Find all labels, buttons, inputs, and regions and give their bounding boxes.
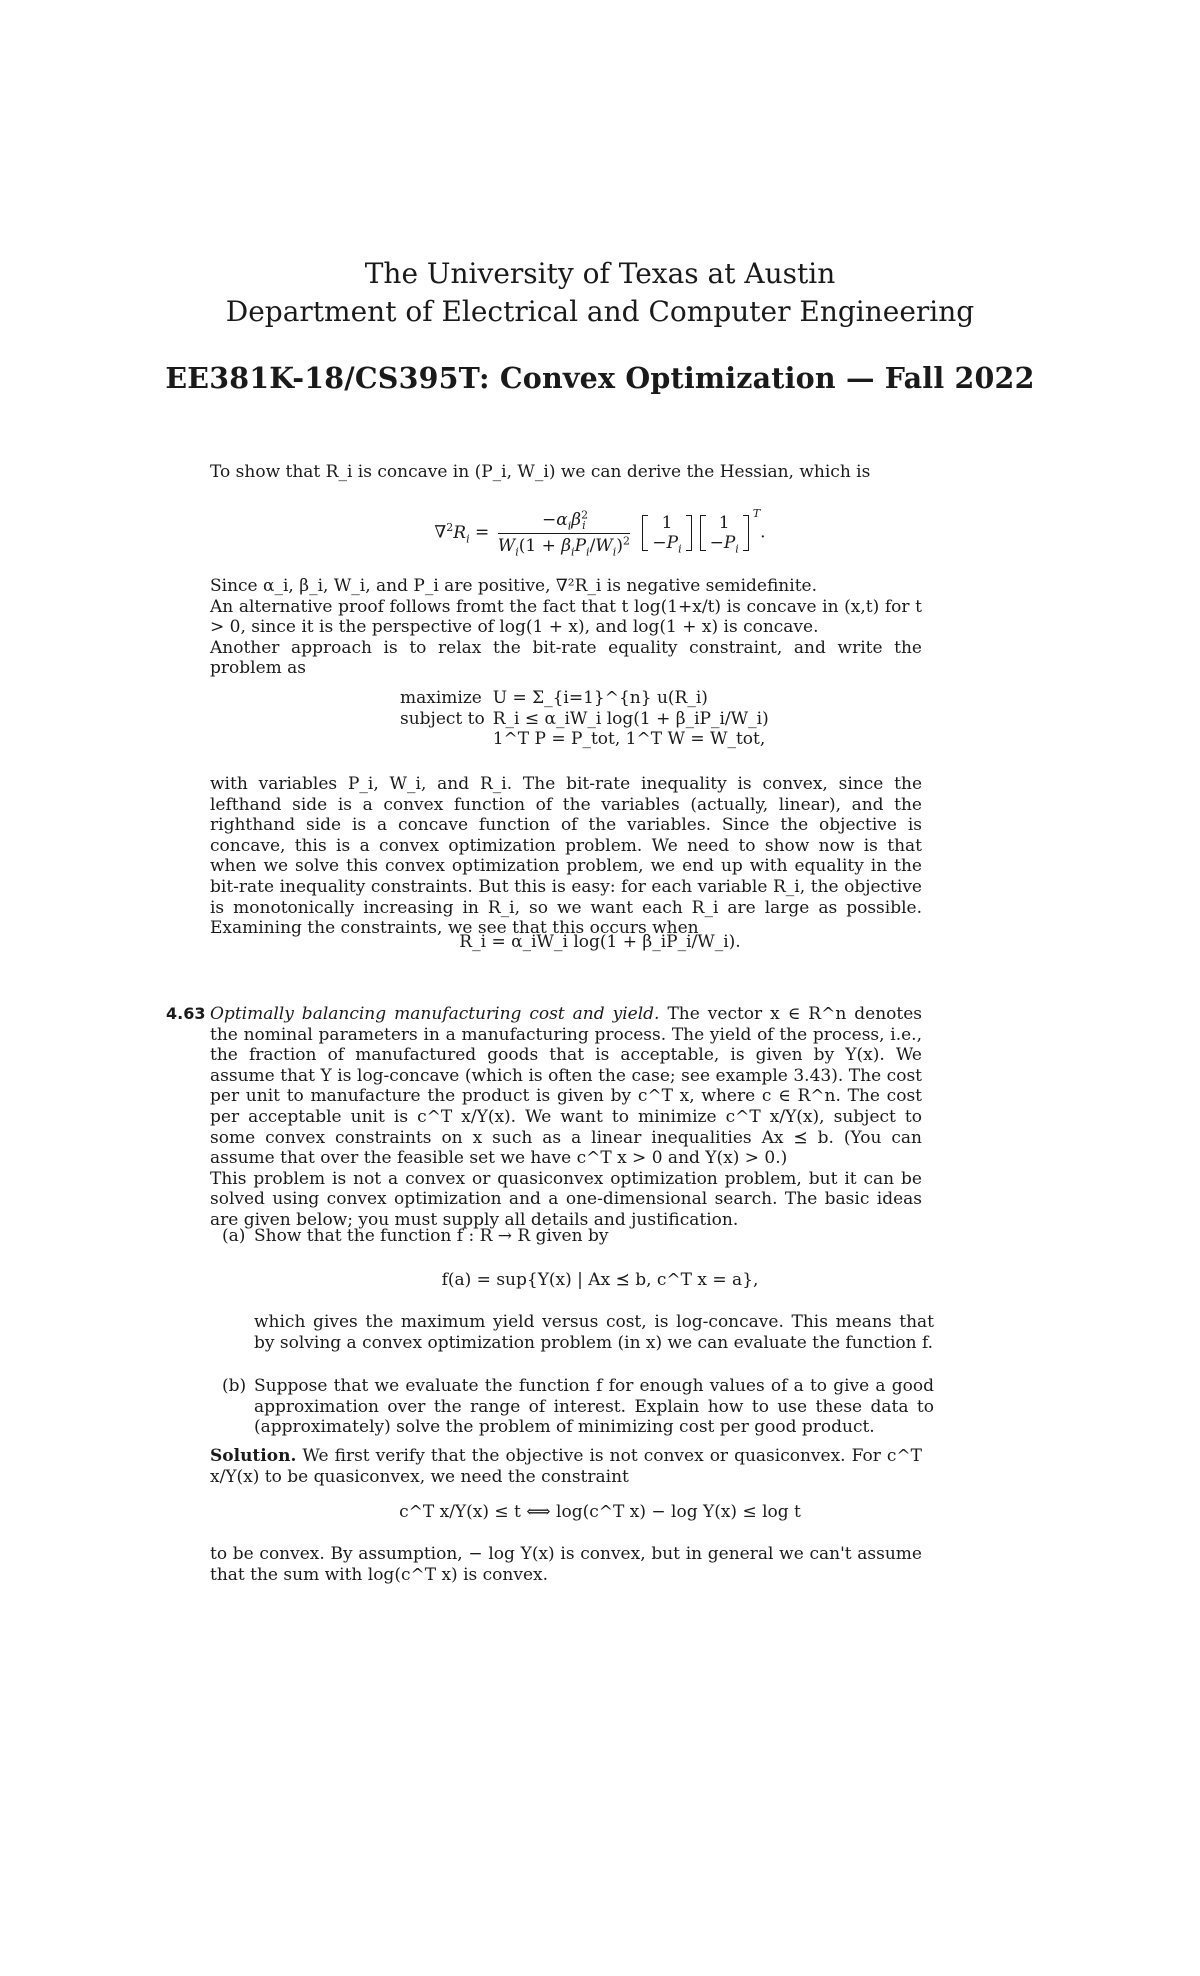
course-title: EE381K-18/CS395T: Convex Optimization — Fall 2022 (165, 361, 1035, 395)
constraint-rate: R_i ≤ α_iW_i log(1 + β_iP_i/W_i) (492, 708, 769, 729)
since-text: Since α_i, β_i, W_i, and P_i are positive, ∇²R_i is negative semidefinite. (210, 576, 817, 596)
objective-expression: U = Σ_{i=1}^{n} u(R_i) (492, 688, 708, 708)
another-approach-text: Another approach is to relax the bit-rate equality constraint, and write the problem as (210, 637, 922, 679)
item-a-continuation: which gives the maximum yield versus cost, is log-concave. This means that by solving a convex optimization problem (in x) we can evaluate the function f. (254, 1312, 934, 1353)
part1-paragraphs (210, 576, 922, 679)
item-b-label: (b) (222, 1376, 247, 1396)
problem-statement-text: The vector x ∈ R^n denotes the nominal parameters in a manufacturing process. The yield of the process, i.e., the fraction of manufactured goods that is acceptable, is given by Y(x). We assume that Y is log-concave (which is often the case; see example 3.43). The cost per unit to manufacture the product is given by c^T x, where c ∈ R^n. The cost per acceptable unit is c^T x/Y(x). We want to minimize c^T x/Y(x), subject to some convex constraints on x such as a linear inequalities Ax ⪯ b. (You can assume that over the feasible set we have c^T x > 0 and Y(x) > 0.) (210, 1004, 923, 1169)
problem-number: 4.63 (166, 1004, 206, 1023)
university-name: The University of Texas at Austin (364, 257, 836, 290)
variables-paragraph (210, 774, 922, 939)
solution-continuation (210, 1544, 922, 1585)
item-b-text: Suppose that we evaluate the function f for enough values of a to give a good approximation over the range of interest. Explain how to use these data to (approximately) solve the problem of minimizing cost per good product. (254, 1376, 934, 1438)
department-name: Department of Electrical and Computer Engineering (225, 295, 975, 328)
hessian-equation: $\nabla^2R_i$ = $\frac{-\alpha_i\beta^2_i}{W_i(1 + \beta_iP_i/W_i)^2}$ 1 $-P_i$ 1 $-P_i$ $^T$. (434, 506, 766, 558)
item-a-text: Show that the function f : R → R given by (254, 1226, 609, 1246)
subject-to-keyword: subject to (400, 708, 485, 729)
final-rate-equation: R_i = α_iW_i log(1 + β_iP_i/W_i). (459, 932, 741, 952)
quasiconvex-equation: c^T x/Y(x) ≤ t ⟺ log(c^T x) − log Y(x) ≤ log t (399, 1502, 801, 1522)
document-header (0, 255, 1200, 331)
with-variables-text: with variables P_i, W_i, and R_i. The bit-rate inequality is convex, since the lefthand side is a convex function of the variables (actually, linear), and the righthand side is a concave function of the variables. Since the objective is concave, this is a convex optimization problem. We need to show now is that when we solve this convex optimization problem, we end up with equality in the bit-rate inequality constraints. But this is easy: for each variable R_i, the objective is monotonically increasing in R_i, so we want each R_i are large as possible. Examining the constraints, we see that this occurs when (210, 774, 922, 939)
constraint-budget: 1^T P = P_tot, 1^T W = W_tot, (492, 729, 766, 750)
solution-label: Solution. (210, 1446, 297, 1466)
solution-text: We first verify that the objective is not convex or quasiconvex. For c^T x/Y(x) to be quasiconvex, we need the constraint (210, 1446, 922, 1487)
optimization-problem (400, 688, 777, 750)
not-convex-text: This problem is not a convex or quasiconvex optimization problem, but it can be solved using convex optimization and a one-dimensional search. The basic ideas are given below; you must supply all details and justification. (210, 1168, 922, 1230)
intro-text: To show that R_i is concave in (P_i, W_i) we can derive the Hessian, which is (210, 462, 871, 482)
solution-paragraph (210, 1446, 922, 1487)
intro-paragraph (210, 462, 922, 483)
problem-title: Optimally balancing manufacturing cost and yield. (210, 1004, 660, 1024)
item-a-label: (a) (222, 1226, 246, 1246)
solution-continuation-text: to be convex. By assumption, − log Y(x) is convex, but in general we can't assume that the sum with log(c^T x) is convex. (210, 1544, 922, 1585)
alt-proof-text: An alternative proof follows fromt the fact that t log(1+x/t) is concave in (x,t) for t > 0, since it is the perspective of log(1 + x), and log(1 + x) is concave. (210, 596, 922, 638)
maximize-keyword: maximize (400, 688, 482, 708)
item-a-equation: f(a) = sup{Y(x) | Ax ⪯ b, c^T x = a}, (441, 1270, 759, 1290)
problem-statement (210, 1004, 922, 1231)
